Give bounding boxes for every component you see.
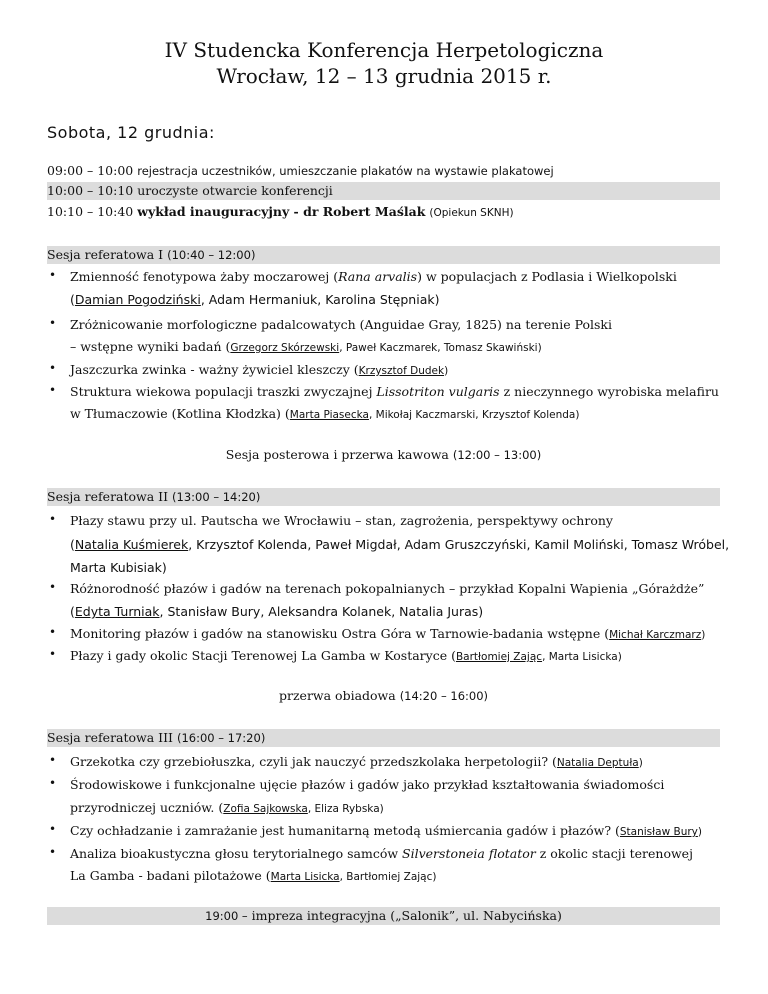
bullet: • [49, 776, 57, 790]
bullet: • [49, 361, 57, 375]
talk-title: Płazy stawu przy ul. Pautscha we Wrocławiu – stan, zagrożenia, perspektywy ochrony [70, 513, 613, 528]
title-line-2: Wrocław, 12 – 13 grudnia 2015 r. [216, 64, 552, 88]
talk-authors: La Gamba - badani pilotażowe (Marta Lisicka, Bartłomiej Zając) [70, 868, 437, 883]
talk-authors: (Damian Pogodziński, Adam Hermaniuk, Karolina Stępniak) [70, 292, 440, 307]
bullet: • [49, 580, 57, 594]
session-heading: Sesja referatowa I (10:40 – 12:00) [47, 246, 720, 264]
session-heading: Sesja referatowa II (13:00 – 14:20) [47, 488, 720, 506]
talk-title: Środowiskowe i funkcjonalne ujęcie płazów i gadów jako przykład kształtowania świadomości [70, 777, 665, 792]
talk-title: Grzekotka czy grzebiołuszka, czyli jak nauczyć przedszkolaka herpetologii? (Natalia Deptuła) [70, 754, 643, 769]
bullet: • [49, 822, 57, 836]
evening-event: 19:00 – impreza integracyjna („Salonik”, ul. Nabycińska) [47, 907, 720, 925]
talk-authors: przyrodniczej uczniów. (Zofia Sajkowska, Eliza Rybska) [70, 800, 384, 815]
talk-authors: Marta Kubisiak) [70, 560, 167, 575]
talk-authors: (Natalia Kuśmierek, Krzysztof Kolenda, Paweł Migdał, Adam Gruszczyński, Kamil Moliński, Tomasz Wróbel, [70, 537, 730, 552]
schedule-row: 10:00 – 10:10 uroczyste otwarcie konferencji [47, 182, 720, 200]
session-heading: Sesja referatowa III (16:00 – 17:20) [47, 729, 720, 747]
bullet: • [49, 753, 57, 767]
day-heading: Sobota, 12 grudnia: [47, 123, 215, 142]
break-heading: Sesja posterowa i przerwa kawowa (12:00 – 13:00) [225, 447, 542, 462]
bullet: • [49, 383, 57, 397]
bullet: • [49, 316, 57, 330]
talk-title: Płazy i gady okolic Stacji Terenowej La Gamba w Kostaryce (Bartłomiej Zając, Marta Lisicka) [70, 648, 622, 663]
schedule-row: 09:00 – 10:00 rejestracja uczestników, umieszczanie plakatów na wystawie plakatowej [47, 163, 554, 178]
talk-title: Czy ochładzanie i zamrażanie jest humanitarną metodą uśmiercania gadów i płazów? (Stanisław Bury) [70, 823, 702, 838]
bullet: • [49, 625, 57, 639]
talk-authors: (Edyta Turniak, Stanisław Bury, Aleksandra Kolanek, Natalia Juras) [70, 604, 484, 619]
talk-authors: – wstępne wyniki badań (Grzegorz Skórzewski, Paweł Kaczmarek, Tomasz Skawiński) [70, 339, 542, 354]
talk-title: Analiza bioakustyczna głosu terytorialnego samców Silverstoneia flotator z okolic stacji terenowej [70, 846, 693, 861]
talk-title: Różnorodność płazów i gadów na terenach pokopalnianych – przykład Kopalni Wapienia „Górażdże” [70, 581, 705, 596]
bullet: • [49, 845, 57, 859]
talk-title: Zmienność fenotypowa żaby moczarowej (Rana arvalis) w populacjach z Podlasia i Wielkopolski [70, 269, 677, 284]
title-line-1: IV Studencka Konferencja Herpetologiczna [164, 38, 604, 62]
bullet: • [49, 268, 57, 282]
talk-title: Monitoring płazów i gadów na stanowisku Ostra Góra w Tarnowie-badania wstępne (Michał Karczmarz) [70, 626, 706, 641]
talk-authors: w Tłumaczowie (Kotlina Kłodzka) (Marta Piasecka, Mikołaj Kaczmarski, Krzysztof Kolenda) [70, 406, 580, 421]
talk-title: Struktura wiekowa populacji traszki zwyczajnej Lissotriton vulgaris z nieczynnego wyrobiska melafiru [70, 384, 719, 399]
bullet: • [49, 647, 57, 661]
bullet: • [49, 512, 57, 526]
schedule-row: 10:10 – 10:40 wykład inauguracyjny - dr Robert Maślak (Opiekun SKNH) [47, 204, 514, 219]
talk-title: Zróżnicowanie morfologiczne padalcowatych (Anguidae Gray, 1825) na terenie Polski [70, 317, 613, 332]
break-heading: przerwa obiadowa (14:20 – 16:00) [278, 688, 489, 703]
talk-title: Jaszczurka zwinka - ważny żywiciel kleszczy (Krzysztof Dudek) [70, 362, 449, 377]
